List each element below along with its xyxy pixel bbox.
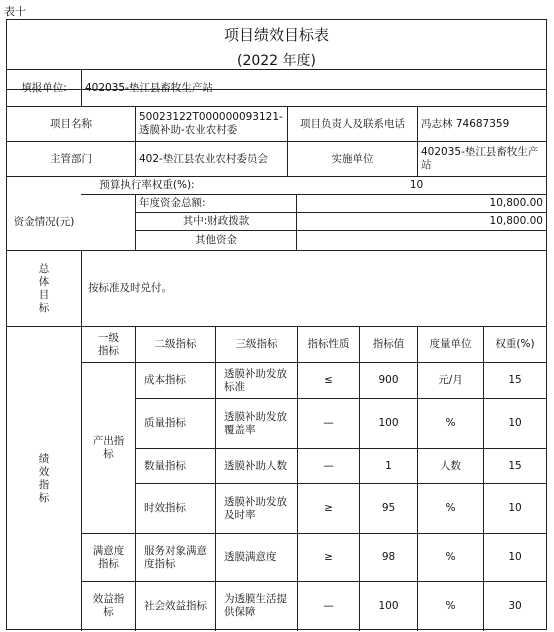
table-number: 表十 bbox=[4, 5, 26, 18]
funds-other-value bbox=[297, 231, 546, 250]
indicator-l3: 透膜补助发放及时率 bbox=[224, 495, 287, 521]
indicator-weight: 15 bbox=[508, 459, 522, 472]
contact-value: 冯志林 74687359 bbox=[421, 117, 510, 130]
indicator-l2: 时效指标 bbox=[144, 502, 186, 514]
unit-value: 402035-垫江县畜牧生产站 bbox=[85, 81, 213, 94]
dept-label: 主管部门 bbox=[50, 152, 92, 165]
column-header: 三级指标 bbox=[235, 338, 278, 350]
page-title: 项目绩效目标表 bbox=[223, 26, 329, 44]
indicator-l3: 透膜补助发放标准 bbox=[224, 367, 287, 393]
indicator-unit: 人数 bbox=[440, 459, 461, 472]
indicator-weight: 10 bbox=[508, 502, 522, 514]
contact-label: 项目负责人及联系电话 bbox=[300, 117, 405, 130]
indicator-nature: — bbox=[323, 459, 334, 472]
performance-table bbox=[6, 19, 547, 630]
unit-label: 填报单位: bbox=[21, 81, 67, 94]
funds-fiscal-label: 其中:财政拨款 bbox=[182, 215, 250, 227]
funds-label: 资金情况(元) bbox=[13, 216, 75, 228]
indicator-unit: % bbox=[445, 599, 456, 612]
funds-total-label: 年度资金总额: bbox=[139, 197, 206, 209]
indicator-value: 900 bbox=[378, 374, 399, 386]
indicator-l3: 透膜满意度 bbox=[224, 551, 277, 563]
project-name-value: 50023122T000000093121-透膜补助-农业农村委 bbox=[139, 111, 283, 136]
funds-total-value: 10,800.00 bbox=[489, 197, 543, 209]
weight-label: 预算执行率权重(%): bbox=[99, 179, 195, 191]
indicator-l2: 社会效益指标 bbox=[144, 599, 207, 612]
indicator-nature: ≥ bbox=[324, 502, 333, 514]
indicator-l2: 成本指标 bbox=[144, 374, 186, 386]
column-header: 指标性质 bbox=[307, 338, 350, 350]
funds-other-label: 其他资金 bbox=[195, 234, 237, 246]
project-name-label: 项目名称 bbox=[50, 117, 92, 130]
indicator-value: 95 bbox=[381, 502, 396, 514]
funds-fiscal-value: 10,800.00 bbox=[489, 215, 543, 227]
indicator-l3: 透膜补助人数 bbox=[224, 459, 287, 472]
level1-indicator: 产出指标 bbox=[92, 435, 125, 460]
indicator-nature: — bbox=[323, 599, 334, 612]
indicator-value: 100 bbox=[378, 417, 399, 429]
level1-indicator: 效益指标 bbox=[92, 593, 125, 618]
indicator-nature: — bbox=[323, 417, 334, 429]
column-header: 度量单位 bbox=[429, 338, 472, 350]
indicators-label: 绩效指标 bbox=[38, 453, 50, 504]
indicator-l2: 质量指标 bbox=[144, 417, 186, 429]
weight-value: 10 bbox=[409, 179, 424, 191]
indicator-value: 1 bbox=[385, 459, 392, 472]
indicator-l2: 服务对象满意度指标 bbox=[144, 544, 207, 570]
column-header: 权重(%) bbox=[495, 338, 535, 350]
indicator-l2: 数量指标 bbox=[144, 459, 186, 472]
impl-value: 402035-垫江县畜牧生产站 bbox=[421, 146, 539, 171]
dept-value: 402-垫江县农业农村委员会 bbox=[139, 152, 268, 165]
indicator-value: 100 bbox=[378, 599, 399, 612]
indicator-weight: 10 bbox=[508, 551, 522, 563]
indicator-weight: 30 bbox=[508, 599, 522, 612]
indicator-nature: ≥ bbox=[324, 551, 333, 563]
goal-label: 总体目标 bbox=[38, 262, 50, 314]
indicator-unit: % bbox=[445, 417, 456, 429]
indicator-unit: 元/月 bbox=[438, 374, 463, 386]
indicator-l3: 透膜补助发放覆盖率 bbox=[224, 410, 287, 436]
indicator-l3: 为透膜生活提供保障 bbox=[224, 593, 287, 618]
indicator-weight: 15 bbox=[508, 374, 522, 386]
goal-text: 按标准及时兑付。 bbox=[88, 282, 172, 294]
page-subtitle: (2022 年度) bbox=[236, 53, 316, 69]
column-header: 一级指标 bbox=[98, 331, 119, 357]
indicator-nature: ≤ bbox=[324, 374, 333, 386]
indicator-unit: % bbox=[445, 502, 456, 514]
column-header: 指标值 bbox=[372, 338, 405, 350]
level1-indicator: 满意度指标 bbox=[92, 544, 125, 570]
indicator-unit: % bbox=[445, 551, 456, 563]
indicator-weight: 10 bbox=[508, 417, 522, 429]
indicator-value: 98 bbox=[381, 551, 396, 563]
column-header: 二级指标 bbox=[154, 338, 197, 350]
impl-label: 实施单位 bbox=[331, 152, 374, 165]
